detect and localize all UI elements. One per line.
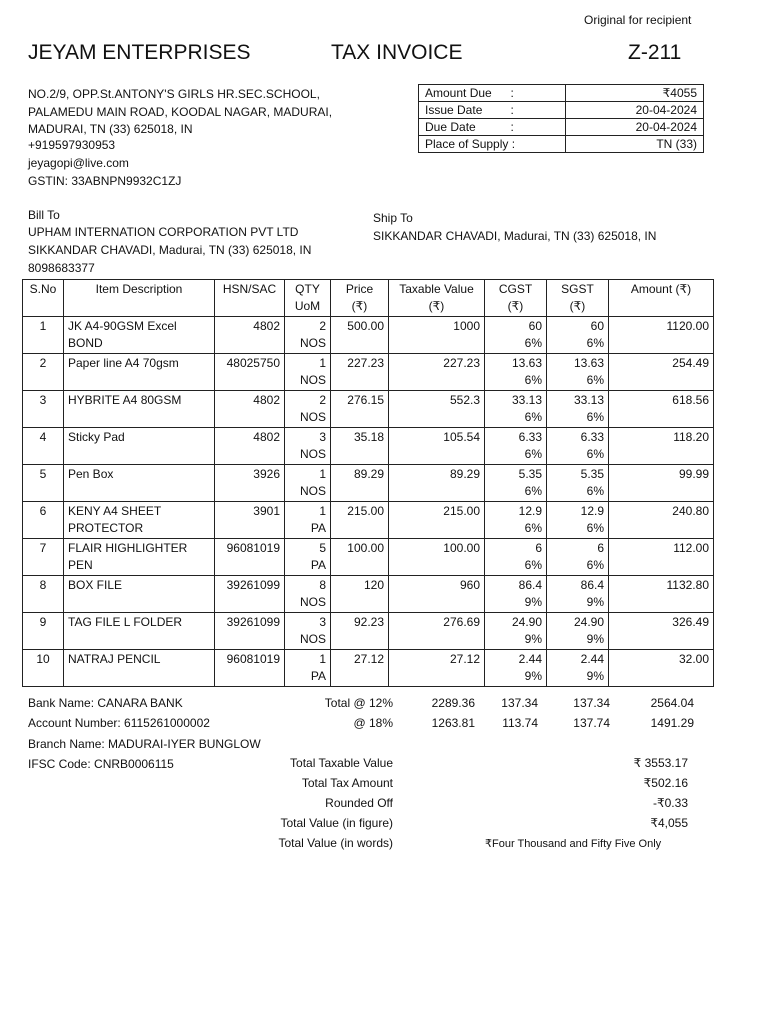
bill-to-name: UPHAM INTERNATION CORPORATION PVT LTD [28,225,299,239]
cell-taxable: 27.12 [389,650,485,687]
cell-price: 100.00 [331,539,389,576]
ship-to-address: SIKKANDAR CHAVADI, Madurai, TN (33) 625018, IN [373,229,657,243]
due-date-value: 20-04-2024 [566,119,704,136]
cell-cgst: 6.33 6% [485,428,547,465]
company-phone: +919597930953 [28,138,116,152]
tax-summary-label: Total @ 12% [324,696,393,710]
cell-description: FLAIR HIGHLIGHTER PEN [64,539,215,576]
cell-price: 500.00 [331,317,389,354]
cell-description: JK A4-90GSM Excel BOND [64,317,215,354]
table-row [23,539,714,576]
cell-hsn: 4802 [215,391,285,428]
cell-hsn: 39261099 [215,613,285,650]
cell-hsn: 39261099 [215,576,285,613]
tax-summary-taxable: 2289.36 [431,696,475,710]
cell-qty: 1 NOS [285,465,331,502]
table-row [23,576,714,613]
info-row-due-date [419,119,704,136]
cell-taxable: 100.00 [389,539,485,576]
tax-summary-total: 1491.29 [650,716,694,730]
cell-amount: 1132.80 [609,576,714,613]
cell-hsn: 4802 [215,428,285,465]
cell-qty: 2 NOS [285,317,331,354]
tax-summary-sgst: 137.34 [573,696,610,710]
cell-cgst: 60 6% [485,317,547,354]
cell-price: 92.23 [331,613,389,650]
table-row [23,502,714,539]
table-header-row [23,280,714,317]
total-tax-value: ₹502.16 [643,776,688,790]
cell-cgst: 2.44 9% [485,650,547,687]
company-name: JEYAM ENTERPRISES [28,41,251,64]
cell-price: 120 [331,576,389,613]
header-sno: S.No [23,280,64,317]
cell-sgst: 2.44 9% [547,650,609,687]
cell-qty: 3 NOS [285,613,331,650]
table-row [23,391,714,428]
cell-sgst: 33.13 6% [547,391,609,428]
cell-qty: 1 PA [285,650,331,687]
invoice-info-table [418,84,704,153]
company-email: jeyagopi@live.com [28,156,129,170]
branch-name: Branch Name: MADURAI-IYER BUNGLOW [28,737,261,751]
tax-summary-cgst: 113.74 [502,716,538,730]
issue-date-value: 20-04-2024 [566,102,704,119]
info-label: Due Date : [419,119,566,136]
cell-price: 215.00 [331,502,389,539]
cell-price: 35.18 [331,428,389,465]
header-sgst: SGST (₹) [547,280,609,317]
cell-sgst: 24.90 9% [547,613,609,650]
cell-description: KENY A4 SHEET PROTECTOR [64,502,215,539]
table-row [23,354,714,391]
cell-sno: 4 [23,428,64,465]
table-row [23,465,714,502]
header-taxable: Taxable Value (₹) [389,280,485,317]
items-table [22,279,714,687]
total-taxable-value: ₹ 3553.17 [633,756,688,770]
cell-sno: 8 [23,576,64,613]
address-line: NO.2/9, OPP.St.ANTONY'S GIRLS HR.SEC.SCHOOL, [28,87,320,101]
cell-sgst: 6.33 6% [547,428,609,465]
header-amount: Amount (₹) [609,280,714,317]
tax-summary-label: @ 18% [353,716,393,730]
cell-taxable: 105.54 [389,428,485,465]
total-figure-value: ₹4,055 [650,816,688,830]
account-number: Account Number: 6115261000002 [28,716,210,730]
cell-cgst: 33.13 6% [485,391,547,428]
bill-to-phone: 8098683377 [28,261,95,275]
cell-amount: 1120.00 [609,317,714,354]
header-price: Price (₹) [331,280,389,317]
copy-label: Original for recipient [584,13,692,27]
cell-amount: 99.99 [609,465,714,502]
cell-sgst: 6 6% [547,539,609,576]
cell-amount: 32.00 [609,650,714,687]
table-row [23,317,714,354]
cell-hsn: 48025750 [215,354,285,391]
table-row [23,650,714,687]
cell-hsn: 96081019 [215,650,285,687]
total-tax-label: Total Tax Amount [301,776,393,790]
cell-taxable: 1000 [389,317,485,354]
document-title: TAX INVOICE [331,41,463,64]
cell-amount: 118.20 [609,428,714,465]
header-qty: QTY UoM [285,280,331,317]
bill-to-heading: Bill To [28,208,60,222]
total-figure-label: Total Value (in figure) [280,816,393,830]
cell-sno: 5 [23,465,64,502]
cell-amount: 240.80 [609,502,714,539]
cell-taxable: 960 [389,576,485,613]
cell-cgst: 6 6% [485,539,547,576]
cell-description: BOX FILE [64,576,215,613]
total-words-value: ₹Four Thousand and Fifty Five Only [485,838,662,850]
cell-qty: 3 NOS [285,428,331,465]
bill-to-address: SIKKANDAR CHAVADI, Madurai, TN (33) 625018, IN [28,243,312,257]
info-label: Amount Due : [419,85,566,102]
address-line: MADURAI, TN (33) 625018, IN [28,122,193,136]
tax-summary-total: 2564.04 [650,696,694,710]
total-taxable-label: Total Taxable Value [290,756,393,770]
cell-cgst: 5.35 6% [485,465,547,502]
cell-qty: 1 NOS [285,354,331,391]
cell-sno: 3 [23,391,64,428]
place-of-supply-value: TN (33) [566,136,704,153]
cell-price: 89.29 [331,465,389,502]
cell-hsn: 3901 [215,502,285,539]
cell-description: TAG FILE L FOLDER [64,613,215,650]
company-gstin: GSTIN: 33ABNPN9932C1ZJ [28,174,182,188]
info-row-amount-due [419,85,704,102]
ship-to-heading: Ship To [373,211,413,225]
amount-due-value: ₹4055 [566,85,704,102]
tax-summary-sgst: 137.74 [573,716,610,730]
info-row-issue-date [419,102,704,119]
cell-cgst: 24.90 9% [485,613,547,650]
cell-hsn: 3926 [215,465,285,502]
info-label: Issue Date : [419,102,566,119]
cell-description: NATRAJ PENCIL [64,650,215,687]
cell-amount: 254.49 [609,354,714,391]
cell-sno: 1 [23,317,64,354]
cell-amount: 326.49 [609,613,714,650]
total-words-label: Total Value (in words) [278,836,393,850]
tax-summary-cgst: 137.34 [501,696,538,710]
ifsc-code: IFSC Code: CNRB0006115 [28,757,174,771]
cell-description: Sticky Pad [64,428,215,465]
cell-description: HYBRITE A4 80GSM [64,391,215,428]
cell-description: Paper line A4 70gsm [64,354,215,391]
cell-amount: 618.56 [609,391,714,428]
header-cgst: CGST (₹) [485,280,547,317]
cell-sgst: 5.35 6% [547,465,609,502]
cell-price: 27.12 [331,650,389,687]
cell-qty: 1 PA [285,502,331,539]
cell-qty: 8 NOS [285,576,331,613]
invoice-number: Z-211 [628,41,682,64]
cell-sno: 6 [23,502,64,539]
rounded-off-value: -₹0.33 [653,796,688,810]
cell-cgst: 13.63 6% [485,354,547,391]
cell-taxable: 215.00 [389,502,485,539]
cell-sno: 10 [23,650,64,687]
cell-sno: 9 [23,613,64,650]
cell-sno: 7 [23,539,64,576]
cell-cgst: 86.4 9% [485,576,547,613]
cell-taxable: 89.29 [389,465,485,502]
cell-sgst: 12.9 6% [547,502,609,539]
cell-sgst: 60 6% [547,317,609,354]
info-row-place-of-supply [419,136,704,153]
cell-taxable: 227.23 [389,354,485,391]
cell-sgst: 86.4 9% [547,576,609,613]
rounded-off-label: Rounded Off [325,796,393,810]
cell-sno: 2 [23,354,64,391]
cell-price: 276.15 [331,391,389,428]
header-hsn: HSN/SAC [215,280,285,317]
cell-price: 227.23 [331,354,389,391]
table-row [23,613,714,650]
cell-hsn: 96081019 [215,539,285,576]
header-description: Item Description [64,280,215,317]
address-line: PALAMEDU MAIN ROAD, KOODAL NAGAR, MADURAI, [28,105,333,119]
cell-qty: 5 PA [285,539,331,576]
cell-hsn: 4802 [215,317,285,354]
cell-taxable: 276.69 [389,613,485,650]
info-label: Place of Supply : [419,136,566,153]
cell-sgst: 13.63 6% [547,354,609,391]
tax-summary-taxable: 1263.81 [431,716,475,730]
cell-taxable: 552.3 [389,391,485,428]
cell-amount: 112.00 [609,539,714,576]
table-row [23,428,714,465]
cell-description: Pen Box [64,465,215,502]
cell-cgst: 12.9 6% [485,502,547,539]
bank-name: Bank Name: CANARA BANK [28,696,183,710]
cell-qty: 2 NOS [285,391,331,428]
